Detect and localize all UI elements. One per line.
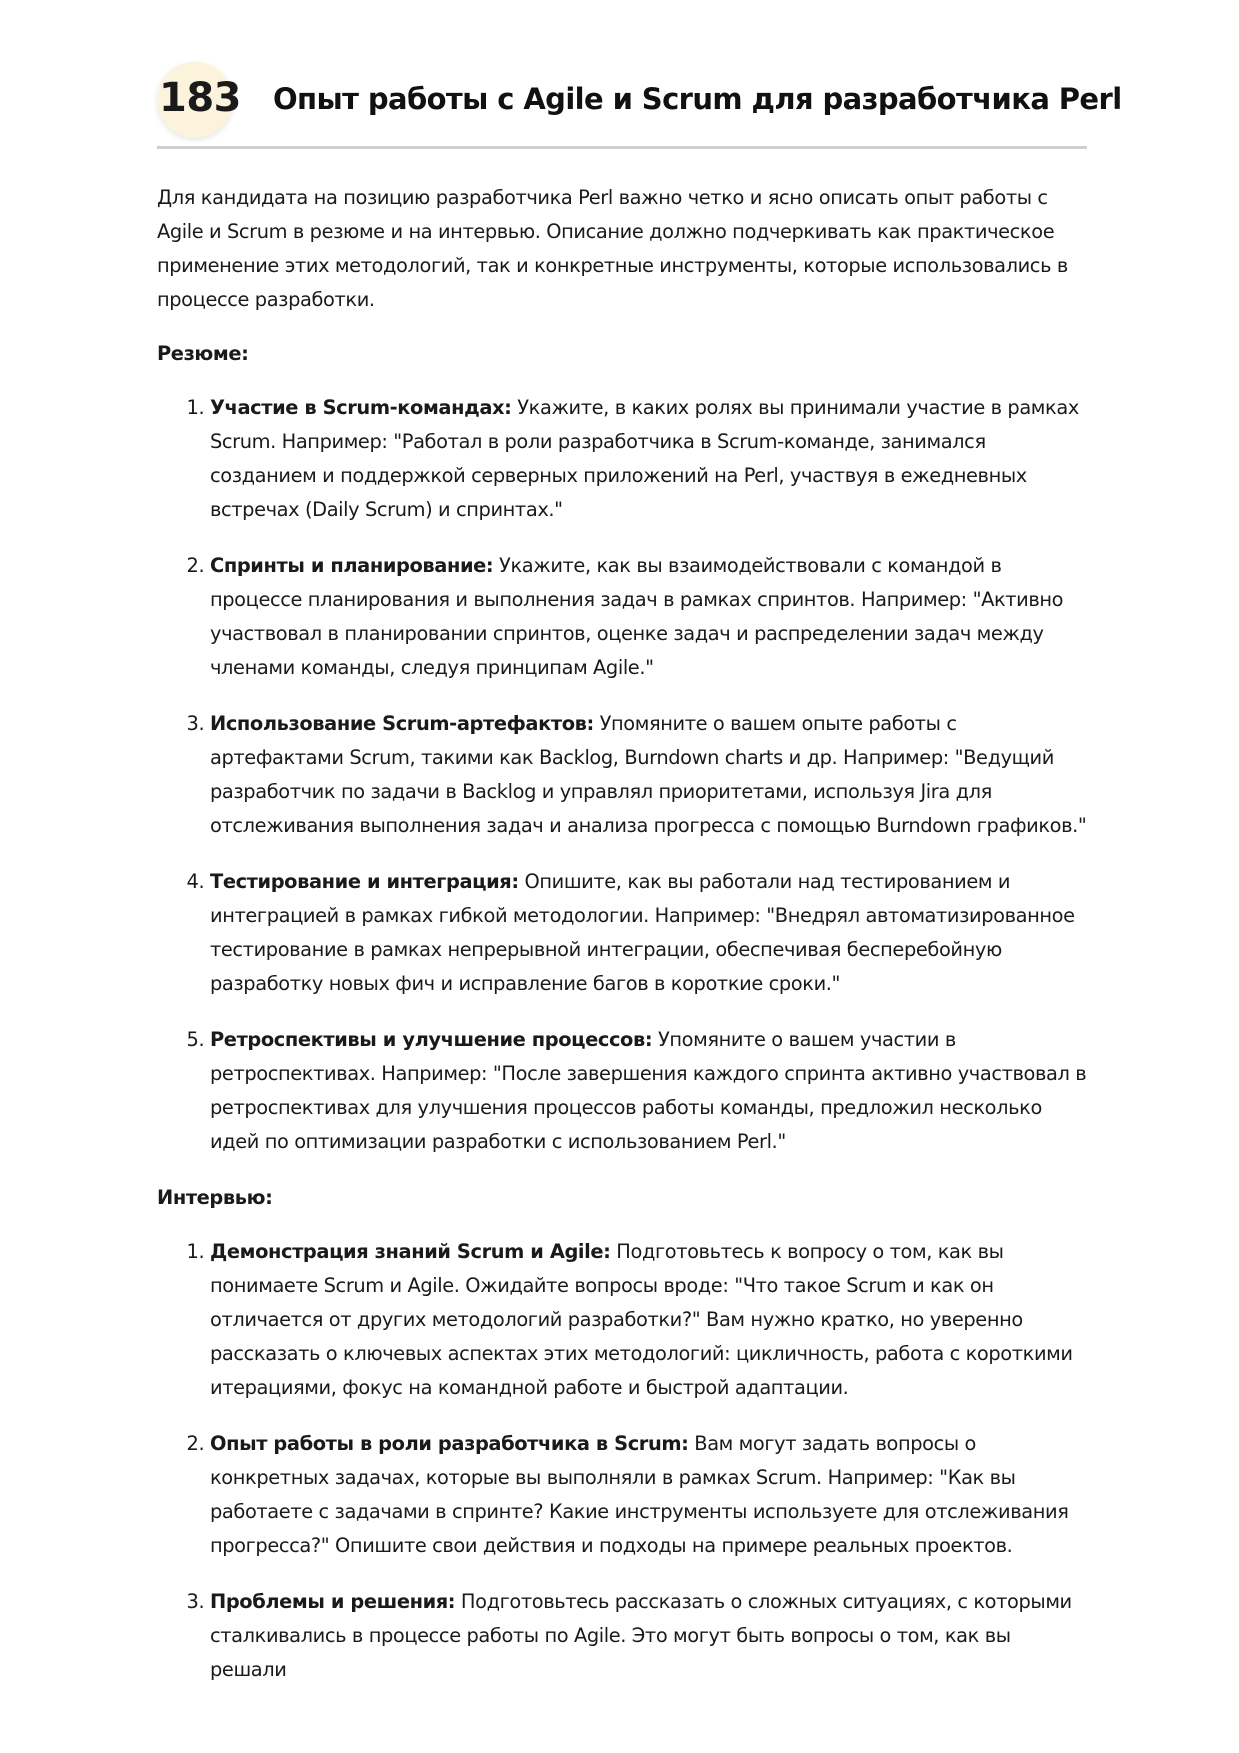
item-term: Опыт работы в роли разработчика в Scrum:: [210, 1432, 689, 1455]
resume-list: [157, 391, 1092, 1159]
item-term: Ретроспективы и улучшение процессов:: [210, 1028, 653, 1051]
chapter-title: Опыт работы с Agile и Scrum для разработчика Perl: [273, 82, 1122, 116]
item-term: Участие в Scrum-командах:: [210, 396, 512, 419]
item-term: Демонстрация знаний Scrum и Agile:: [210, 1240, 611, 1263]
item-term: Проблемы и решения:: [210, 1590, 456, 1613]
item-term: Тестирование и интеграция:: [210, 870, 519, 893]
item-text: Подготовьтесь рассказать о сложных ситуациях, с которыми сталкивались в процессе работы по Agile. Это могут быть вопросы о том, как вы решали: [210, 1590, 1072, 1681]
document-page: [157, 0, 1122, 1681]
item-term: Использование Scrum-артефактов:: [210, 712, 594, 735]
list-item: [210, 1023, 1092, 1159]
item-text: Опишите, как вы работали над тестированием и интеграцией в рамках гибкой методологии. Например: "Внедрял автоматизированное тестирование в рамках непрерывной интеграции, обеспечивая бесперебойную разработку новых фич и исправление багов в короткие сроки.": [210, 870, 1075, 995]
item-text: Укажите, как вы взаимодействовали с командой в процессе планирования и выполнения задач в рамках спринтов. Например: "Активно участвовал в планировании спринтов, оценке задач и распределении задач между членами команды, следуя принципам Agile.": [210, 554, 1064, 679]
list-item: [210, 865, 1092, 1001]
interview-heading: Интервью:: [157, 1186, 273, 1209]
chapter-number: 183: [159, 75, 241, 121]
list-item: [210, 707, 1092, 843]
list-item: [210, 1427, 1092, 1563]
intro-paragraph: Для кандидата на позицию разработчика Perl важно четко и ясно описать опыт работы с Agile и Scrum в резюме и на интервью. Описание должно подчеркивать как практическое применение этих методологий, так и конкретные инструменты, которые использовались в процессе разработки.: [157, 186, 1068, 311]
item-text: Упомяните о вашем опыте работы с артефактами Scrum, такими как Backlog, Burndown charts и др. Например: "Ведущий разработчик по задачи в Backlog и управлял приоритетами, используя Jira для отслеживания выполнения задач и анализа прогресса с помощью Burndown графиков.": [210, 712, 1087, 837]
item-text: Подготовьтесь к вопросу о том, как вы понимаете Scrum и Agile. Ожидайте вопросы вроде: "Что такое Scrum и как он отличается от других методологий разработки?" Вам нужно кратко, но уверенно рассказать о ключевых аспектах этих методологий: цикличность, работа с короткими итерациями, фокус на командной работе и быстрой адаптации.: [210, 1240, 1073, 1399]
list-item: [210, 549, 1092, 685]
list-item: [210, 1235, 1092, 1405]
chapter-header: [157, 0, 1122, 149]
resume-heading: Резюме:: [157, 342, 249, 365]
interview-list: [157, 1235, 1092, 1687]
item-text: Укажите, в каких ролях вы принимали участие в рамках Scrum. Например: "Работал в роли разработчика в Scrum-команде, занимался созданием и поддержкой серверных приложений на Perl, участвуя в ежедневных встречах (Daily Scrum) и спринтах.": [210, 396, 1079, 521]
list-item: [210, 1585, 1092, 1687]
item-term: Спринты и планирование:: [210, 554, 494, 577]
list-item: [210, 391, 1092, 527]
item-text: Вам могут задать вопросы о конкретных задачах, которые вы выполняли в рамках Scrum. Например: "Как вы работаете с задачами в спринте? Какие инструменты используете для отслеживания прогресса?" Опишите свои действия и подходы на примере реальных проектов.: [210, 1432, 1069, 1557]
chapter-content: [157, 181, 1092, 1709]
item-text: Упомяните о вашем участии в ретроспективах. Например: "После завершения каждого спринта активно участвовал в ретроспективах для улучшения процессов работы команды, предложил несколько идей по оптимизации разработки с использованием Perl.": [210, 1028, 1087, 1153]
